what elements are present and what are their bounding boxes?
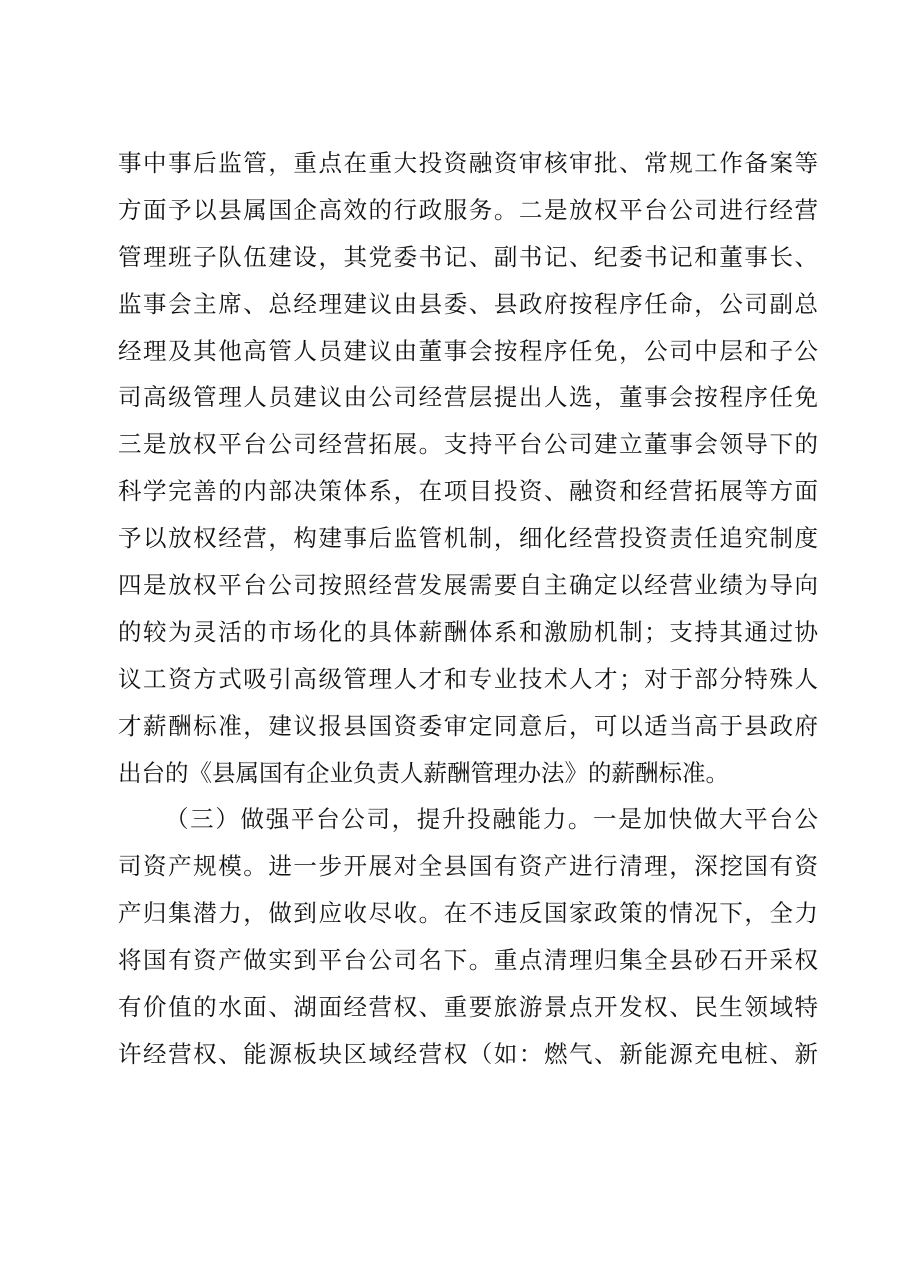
text-line: 才薪酬标准，建议报县国资委审定同意后，可以适当高于县政府 (118, 711, 818, 740)
document-body (118, 140, 818, 1078)
text-line: 的较为灵活的市场化的具体薪酬体系和激励机制；支持其通过协 (118, 617, 818, 646)
text-line: 事中事后监管，重点在重大投资融资审核审批、常规工作备案等 (118, 149, 818, 177)
text-line: 三是放权平台公司经营拓展。支持平台公司建立董事会领导下的 (118, 430, 818, 459)
section-heading-line: （三）做强平台公司，提升投融能力。一是加快做大平台公 (165, 805, 818, 834)
paragraph-end-line: 出台的《县属国有企业负责人薪酬管理办法》的薪酬标准。 (118, 758, 729, 787)
text-line: 经理及其他高管人员建议由董事会按程序任免，公司中层和子公 (118, 336, 818, 365)
text-line: 四是放权平台公司按照经营发展需要自主确定以经营业绩为导向 (118, 571, 818, 600)
text-line: 将国有资产做实到平台公司名下。重点清理归集全县砂石开采权 (118, 946, 818, 975)
text-line: 许经营权、能源板块区域经营权（如：燃气、新能源充电桩、新 (118, 1039, 818, 1068)
text-line: 予以放权经营，构建事后监管机制，细化经营投资责任追究制度 (118, 524, 818, 553)
text-line: 议工资方式吸引高级管理人才和专业技术人才；对于部分特殊人 (118, 664, 818, 693)
text-line: 方面予以县属国企高效的行政服务。二是放权平台公司进行经营 (118, 195, 818, 224)
text-line: 司高级管理人员建议由公司经营层提出人选，董事会按程序任免 (118, 383, 818, 412)
text-line: 管理班子队伍建设，其党委书记、副书记、纪委书记和董事长、 (118, 242, 818, 271)
text-line: 监事会主席、总经理建议由县委、县政府按程序任命，公司副总 (118, 289, 818, 318)
text-line: 有价值的水面、湖面经营权、重要旅游景点开发权、民生领域特 (118, 993, 818, 1022)
text-line: 产归集潜力，做到应收尽收。在不违反国家政策的情况下，全力 (118, 899, 818, 928)
text-line: 司资产规模。进一步开展对全县国有资产进行清理，深挖国有资 (118, 852, 818, 881)
text-line: 科学完善的内部决策体系，在项目投资、融资和经营拓展等方面 (118, 477, 818, 506)
